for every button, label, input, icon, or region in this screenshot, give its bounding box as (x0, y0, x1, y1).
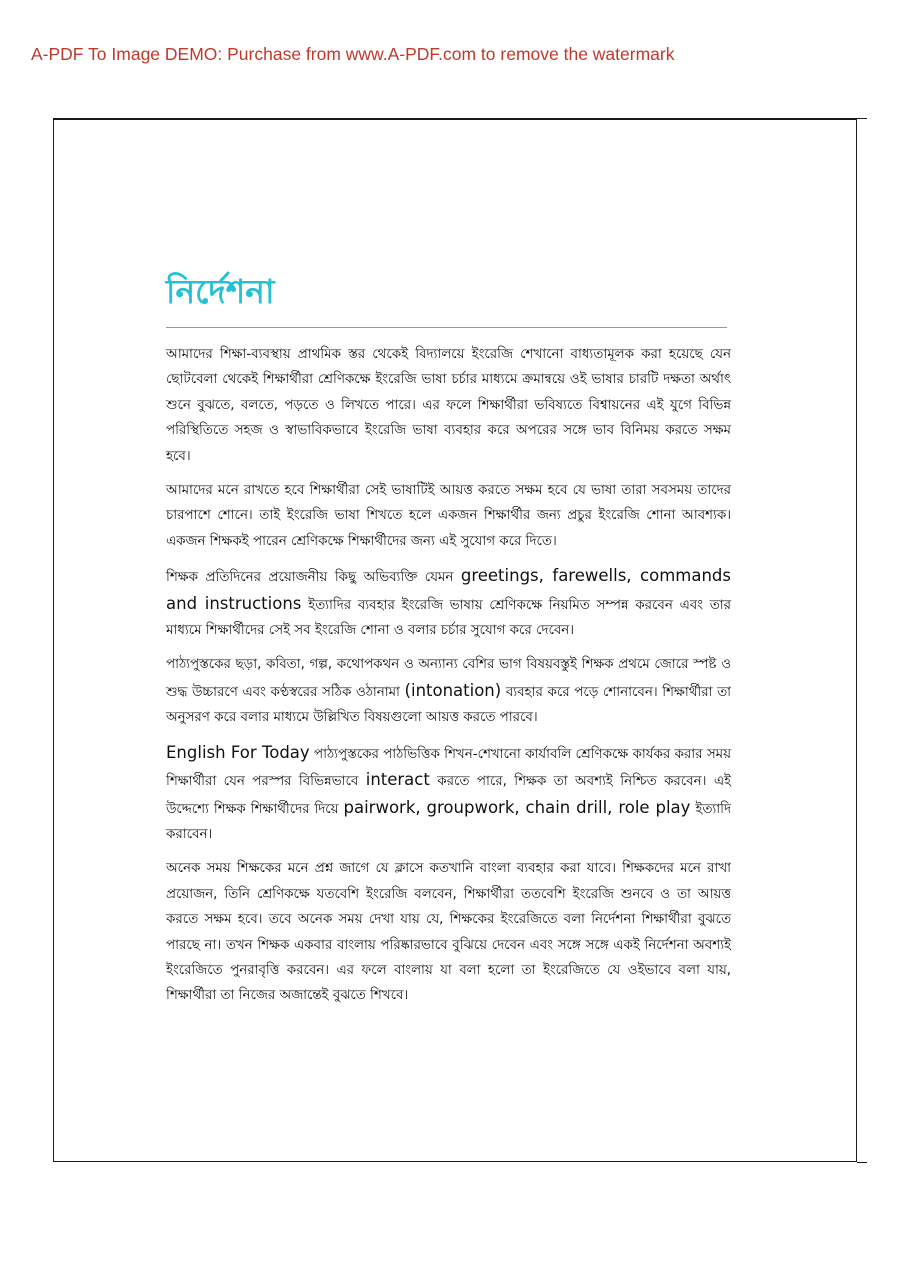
paragraph-4-text-2: ব্যবহার করে পড়ে শোনাবেন। শিক্ষার্থীরা তা অনুসরণ করে বলার মাধ্যমে উল্লিখিত বিষয়গুলো আয়ত্ত করতে পারবে। (166, 684, 731, 726)
paragraph-4-english-1: (intonation) (404, 680, 502, 700)
paragraph-5 (166, 740, 731, 848)
paragraph-5-english-2: pairwork, groupwork, chain drill, role play (343, 797, 691, 817)
paragraph-1: আমাদের শিক্ষা-ব্যবস্থায় প্রাথমিক স্তর থেকেই বিদ্যালয়ে ইংরেজি শেখানো বাধ্যতামূলক করা হয়েছে যেন ছোটবেলা থেকেই শিক্ষার্থীরা শ্রেণিকক্ষে ইংরেজি ভাষা চর্চার মাধ্যমে ক্রমান্বয়ে ওই ভাষার চারটি দক্ষতা অর্থাৎ শুনে বুঝতে, বলতে, পড়তে ও লিখতে পারে। এর ফলে শিক্ষার্থীরা ভবিষ্যতে বিশ্বায়নের এই যুগে বিভিন্ন পরিস্থিতিতে সহজ ও স্বাভাবিকভাবে ইংরেজি ভাষা ব্যবহার করে অপরের সঙ্গে ভাব বিনিময় করতে সক্ষম হবে। (166, 347, 731, 464)
paragraph-3-text-2: ইত্যাদির ব্যবহার ইংরেজি ভাষায় শ্রেণিকক্ষে নিয়মিত সম্পন্ন করবেন এবং তার মাধ্যমে শিক্ষার্থীদের সেই সব ইংরেজি শোনা ও বলার চর্চার সুযোগ করে দেবেন। (166, 597, 731, 639)
watermark-text: A-PDF To Image DEMO: Purchase from www.A-PDF.com to remove the watermark (31, 44, 675, 64)
paragraph-2: আমাদের মনে রাখতে হবে শিক্ষার্থীরা সেই ভাষাটিই আয়ত্ত করতে সক্ষম হবে যে ভাষা তারা সবসময় তাদের চারপাশে শোনে। তাই ইংরেজি ভাষা শিখতে হলে একজন শিক্ষার্থীর জন্য প্রচুর ইংরেজি শোনা আবশ্যক। একজন শিক্ষকই পারেন শ্রেণিকক্ষে শিক্ষার্থীদের জন্য এই সুযোগ করে দিতে। (166, 483, 731, 549)
paragraph-3 (166, 563, 731, 643)
page-frame-right-rule (856, 120, 857, 1162)
instructions-body (166, 342, 731, 1018)
paragraph-5-text-3: ইত্যাদি করাবেন। (166, 801, 731, 842)
page-frame-bottom-tick (857, 1162, 867, 1163)
paragraph-6: অনেক সময় শিক্ষকের মনে প্রশ্ন জাগে যে ক্লাসে কতখানি বাংলা ব্যবহার করা যাবে। শিক্ষকদের মনে রাখা প্রয়োজন, তিনি শ্রেণিকক্ষে যতবেশি ইংরেজি বলবেন, শিক্ষার্থীরা ততবেশি ইংরেজি শুনবে ও তা আয়ত্ত করতে সক্ষম হবে। তবে অনেক সময় দেখা যায় যে, শিক্ষকের ইংরেজিতে বলা নির্দেশনা শিক্ষার্থীরা বুঝতে পারছে না। তখন শিক্ষক একবার বাংলায় পরিষ্কারভাবে বুঝিয়ে দেবেন এবং সঙ্গে সঙ্গে একই নির্দেশনা অবশ্যই ইংরেজিতে পুনরাবৃত্তি করবেন। এর ফলে বাংলায় যা বলা হলো তা ইংরেজিতে যে ওইভাবে বলা যায়, শিক্ষার্থীরা তা নিজের অজান্তেই বুঝতে শিখবে। (166, 861, 731, 1004)
paragraph-5-text-1: পাঠ্যপুস্তকের পাঠভিত্তিক শিখন-শেখানো কার্যাবলি শ্রেণিকক্ষে কার্যকর করার সময় শিক্ষার্থীরা যেন পরস্পর বিভিন্নভাবে (166, 746, 731, 790)
paragraph-5-english-1: interact (365, 770, 430, 790)
page-frame-top-tick (857, 118, 867, 119)
paragraph-3-text-1: শিক্ষক প্রতিদিনের প্রয়োজনীয় কিছু অভিব্যক্তি যেমন (166, 570, 461, 586)
heading-underline (166, 327, 727, 328)
paragraph-4 (166, 652, 731, 730)
page-heading: নির্দেশনা (166, 272, 275, 311)
paragraph-3-english-1: greetings, farewells, commands and instructions (166, 566, 731, 613)
paragraph-5-text-2: করতে পারে, শিক্ষক তা অবশ্যই নিশ্চিত করবেন। এই উদ্দেশ্যে শিক্ষক শিক্ষার্থীদের দিয়ে (166, 774, 731, 817)
paragraph-5-english-0: English For Today (166, 742, 310, 762)
paragraph-4-text-1: পাঠ্যপুস্তকের ছড়া, কবিতা, গল্প, কথোপকথন ও অন্যান্য বেশির ভাগ বিষয়বস্তুই শিক্ষক প্রথমে জোরে স্পষ্ট ও শুদ্ধ উচ্চারণে এবং কণ্ঠস্বরের সঠিক ওঠানামা (166, 657, 731, 700)
